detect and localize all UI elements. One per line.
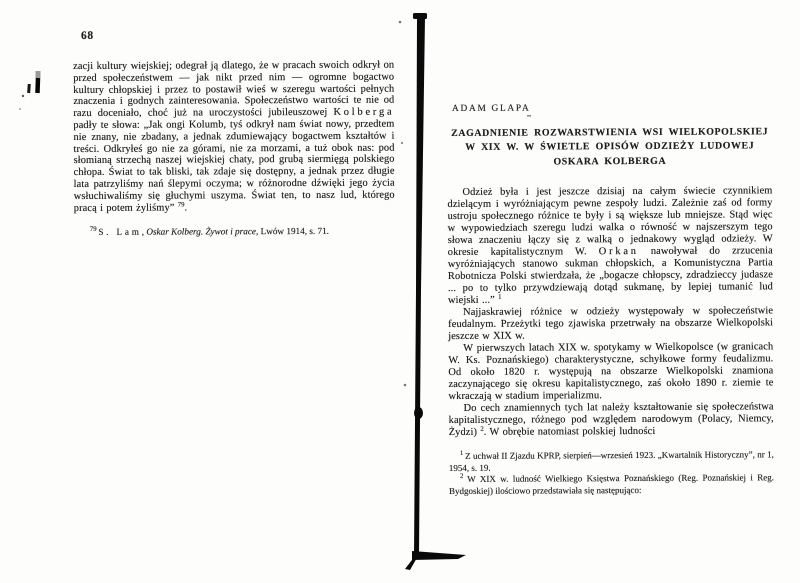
paragraph-text: . W obrębie natomiast polskiej ludności	[483, 426, 656, 439]
spaced-name-orkan: Orkan	[598, 246, 639, 258]
paragraph-text: Do cech znamiennych tych lat należy kształtowanie się społeczeństwa kapitalistycznego, różnego pod względem narodowym (Polacy, Niemcy, Żydzi)	[448, 401, 774, 439]
paragraph-text: .	[184, 202, 188, 214]
body-paragraph-4	[449, 402, 774, 440]
left-page-footnote	[74, 226, 395, 238]
page-number: 68	[80, 29, 94, 42]
article-body	[447, 186, 773, 440]
footnote-marker-79: 79	[89, 226, 99, 234]
paragraph-text: Odzież była i jest jeszcze dzisiaj na całym świecie czynnikiem dzielącym i wyróżniającym pewne zespoły ludzi. Zależnie zaś od formy ustroju społecznego różnice te były i są większe lub mniejsze. Stąd więc w wypowiedziach szeregu ludzi walka o równość w najszerszym tego słowa znaczeniu łączy się z walką o jednakowy wygląd odzieży. W okresie kapitalistycznym W.	[447, 185, 773, 259]
footnote-marker-2: 2	[459, 473, 468, 481]
footnote-reference-79: 79	[177, 201, 185, 209]
article-title-line-3: OSKARA KOLBERGA	[553, 155, 667, 168]
footnote-author-spaced: S. Lam	[98, 227, 142, 238]
article-title	[447, 125, 772, 170]
article-author: ADAM GLAPA	[451, 103, 531, 114]
right-page-footnotes	[449, 450, 774, 498]
body-paragraph-1	[447, 186, 773, 308]
body-paragraph-3: W pierwszych latach XIX w. spotykamy w Wielkopolsce (w granicach W. Ks. Poznańskiego) charakterystyczne, schyłkowe formy feudalizmu. Od około 1820 r. występują na obszarze Wielkopolski znamiona zaczynającego się okresu kapitalistycznego, zaś około 1890 r. ziemie te wkraczają w stadium imperializmu.	[448, 341, 774, 403]
spaced-name-kolberg: Kolberga	[333, 106, 395, 119]
article-title-line-1: ZAGADNIENIE ROZWARSTWIENIA WSI WIELKOPOLSKIEJ	[451, 126, 769, 139]
footnote-text: W XIX w. ludność Wielkiego Księstwa Poznańskiego (Reg. Poznańskiej i Reg. Bydgoskiej) ilościowo przedstawiała się następująco:	[449, 472, 774, 496]
paragraph-text: nawoływał do zrzucenia wyróżniających stanowo sukman chłopskich, a Komunistyczna Partia Robotnicza Polski stwierdzała, że „bogacze chłopscy, zdradzieccy judasze ... po to tylko przywdziewają dotąd sukmanę, by lepiej tumanić lud wiejski ...”	[447, 245, 773, 307]
footnote-reference-2: 2	[480, 426, 484, 434]
footnote-book-title-italic: Oskar Kolberg. Żywot i prace	[146, 226, 256, 238]
ink-speck	[19, 71, 40, 110]
footnote-1	[449, 450, 774, 475]
article-title-line-2: W XIX W. W ŚWIETLE OPISÓW ODZIEŻY LUDOWEJ	[465, 140, 755, 154]
footnote-text: , Lwów 1914, s. 71.	[255, 226, 329, 237]
footnote-2	[449, 473, 774, 498]
body-paragraph-2: Najjaskrawiej różnice w odzieży występowały w społeczeństwie feudalnym. Przeżytki tego zjawiska przetrwały na obszarze Wielkopolski jeszcze w XIX w.	[448, 305, 774, 343]
right-page	[447, 102, 774, 497]
footnote-text: ,	[141, 227, 147, 238]
paragraph-text: padły te słowa: „Jak ongi Kolumb, tyś odkrył nam świat nowy, przedtem nie znany, nie zbadany, a jednak zdumiewający bogactwem kształtów i treści. Odkryłeś go nie za górami, nie za morzami, a tuż obok nas: pod słomianą strzechą naszej wiejskiej chaty, pod grubą siermięgą polskiego chłopa. Świat to tak bliski, tak zdaje się dostępny, a jednak przez długie lata patrzyliśmy nań ślepymi oczyma; w różnorodne dźwięki jego życia wsłuchiwaliśmy się głuchymi uszyma. Świat ten, to nasz lud, którego pracą i potem żyliśmy”	[73, 118, 395, 214]
footnote-reference-1: 1	[498, 293, 502, 301]
footnote-marker-1: 1	[459, 450, 466, 458]
ink-speck	[399, 21, 407, 387]
left-page	[73, 29, 395, 239]
paragraph-text: zacji kultury wiejskiej; odegrał ją dlatego, że w pracach swoich odkrył on przed społeczeństwem — jak nikt przed nim — ogromne bogactwo kultury chłopskiej i przez to postawił wieś w szeregu wartości pełnych znaczenia i godnych zainteresowania. Społeczeństwo wartości te nie od razu doceniało, choć już na uroczystości jubileuszowej	[73, 59, 395, 120]
footnote-text: Z uchwał II Zjazdu KPRP, sierpień—wrzesień 1923. „Kwartalnik Historyczny”, nr 1, 1954, s. 19.	[448, 449, 774, 473]
left-page-paragraph	[73, 60, 395, 215]
